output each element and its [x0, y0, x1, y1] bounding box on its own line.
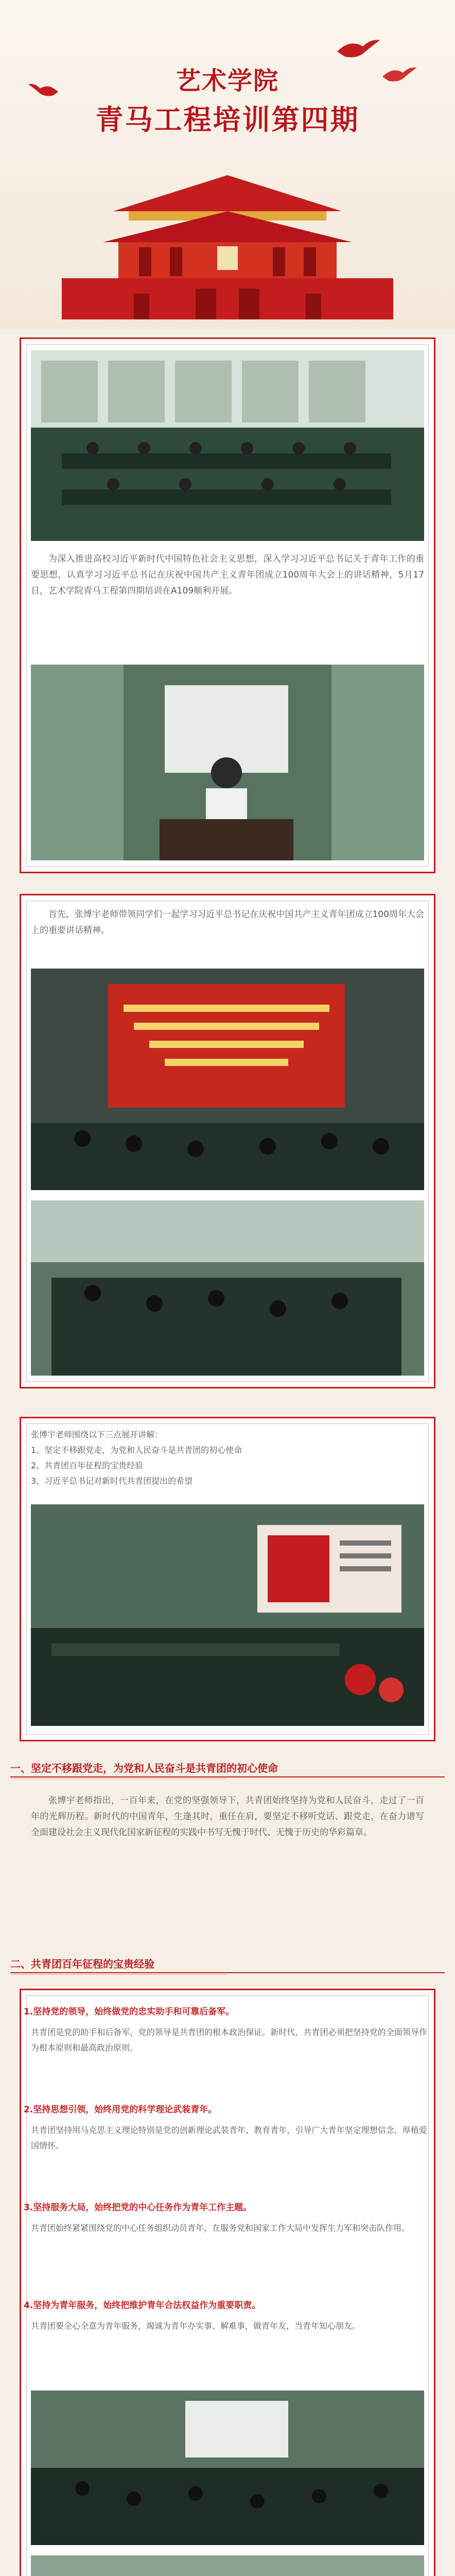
hall-screen-illustration [31, 1504, 424, 1726]
lecture-paragraph: 首先，张博宇老师带领同学们一起学习习近平总书记在庆祝中国共产主义青年团成立100周年大会上的重要讲话精神。 [31, 909, 424, 936]
section-2-title: 二、共青团百年征程的宝贵经验 [10, 1957, 154, 1970]
lecturer-illustration [31, 665, 424, 860]
classroom-students-illustration [31, 1200, 424, 1376]
points-item: 3、习近平总书记对新时代共青团提出的希望 [31, 1476, 193, 1486]
classroom-wide-illustration [31, 2391, 424, 2545]
experience-2-label: 2.坚持思想引领，始终用党的科学理论武装青年。 [24, 2105, 217, 2115]
banner-title: 艺术学院 [176, 66, 279, 95]
lecturer-photo [31, 665, 424, 860]
points-list [31, 1427, 424, 1489]
section-divider-thin [10, 1778, 226, 1779]
section-divider [10, 1776, 445, 1777]
dove-icon [335, 36, 381, 62]
meeting-room-photo [31, 350, 424, 541]
meeting-room-illustration [31, 350, 424, 541]
banner-subtitle: 青马工程培训第四期 [95, 103, 360, 136]
points-intro: 张博宇老师围绕以下三点展开讲解： [31, 1430, 163, 1439]
classroom-students-photo [31, 1200, 424, 1376]
section-1-title: 一、坚定不移跟党走，为党和人民奋斗是共青团的初心使命 [10, 1761, 278, 1774]
points-item: 2、共青团百年征程的宝贵经验 [31, 1461, 144, 1470]
classroom-screen-photo [31, 969, 424, 1190]
tiananmen-illustration [41, 155, 414, 319]
experience-4-label: 4.坚持为青年服务，始终把维护青年合法权益作为重要职责。 [24, 2300, 261, 2311]
section-1-paragraph: 张博宇老师指出，一百年来，在党的坚强领导下，共青团始终坚持为党和人民奋斗，走过了一百年的光辉历程。新时代的中国青年，生逢其时，重任在肩，要坚定不移听党话、跟党走，在奋力谱写全面建设社会主义现代化国家新征程的实践中书写无愧于时代、无愧于历史的华彩篇章。 [31, 1795, 424, 1838]
section-divider [10, 1972, 445, 1973]
intro-paragraph: 为深入推进高校习近平新时代中国特色社会主义思想，深入学习习近平总书记关于青年工作的重要思想，认真学习习近平总书记在庆祝中国共产主义青年团成立100周年大会上的讲话精神，5月17日，艺术学院青马工程第四期培训在A109顺利开展。 [31, 554, 424, 596]
classroom-rows-photo [31, 2555, 424, 2576]
section-divider-thin [10, 1974, 226, 1975]
experience-3-label: 3.坚持服务大局，始终把党的中心任务作为青年工作主题。 [24, 2202, 252, 2213]
experience-4-text: 共青团要全心全意为青年服务，竭诚为青年办实事、解难事，做青年友，当青年知心朋友。 [31, 2321, 361, 2331]
points-item: 1、坚定不移跟党走，为党和人民奋斗是共青团的初心使命 [31, 1445, 242, 1455]
section-2-heading [10, 1953, 154, 1973]
section-1-heading [10, 1757, 278, 1777]
experience-1-label: 1.坚持党的领导，始终做党的忠实助手和可靠后备军。 [24, 2007, 235, 2017]
classroom-wide-photo [31, 2391, 424, 2545]
experience-2-text: 共青团坚持用马克思主义理论特别是党的创新理论武装青年、教育青年，引导广大青年坚定理想信念，厚植爱国情怀。 [31, 2125, 427, 2150]
classroom-screen-illustration [31, 969, 424, 1190]
experience-1-text: 共青团是党的助手和后备军，党的领导是共青团的根本政治保证。新时代，共青团必须把坚持党的全面领导作为根本原则和最高政治原则。 [31, 2027, 427, 2053]
banner [0, 0, 455, 330]
experience-3-text: 共青团始终紧紧围绕党的中心任务组织动员青年，在服务党和国家工作大局中发挥生力军和突击队作用。 [31, 2223, 410, 2233]
classroom-rows-illustration [31, 2555, 424, 2576]
hall-screen-photo [31, 1504, 424, 1726]
